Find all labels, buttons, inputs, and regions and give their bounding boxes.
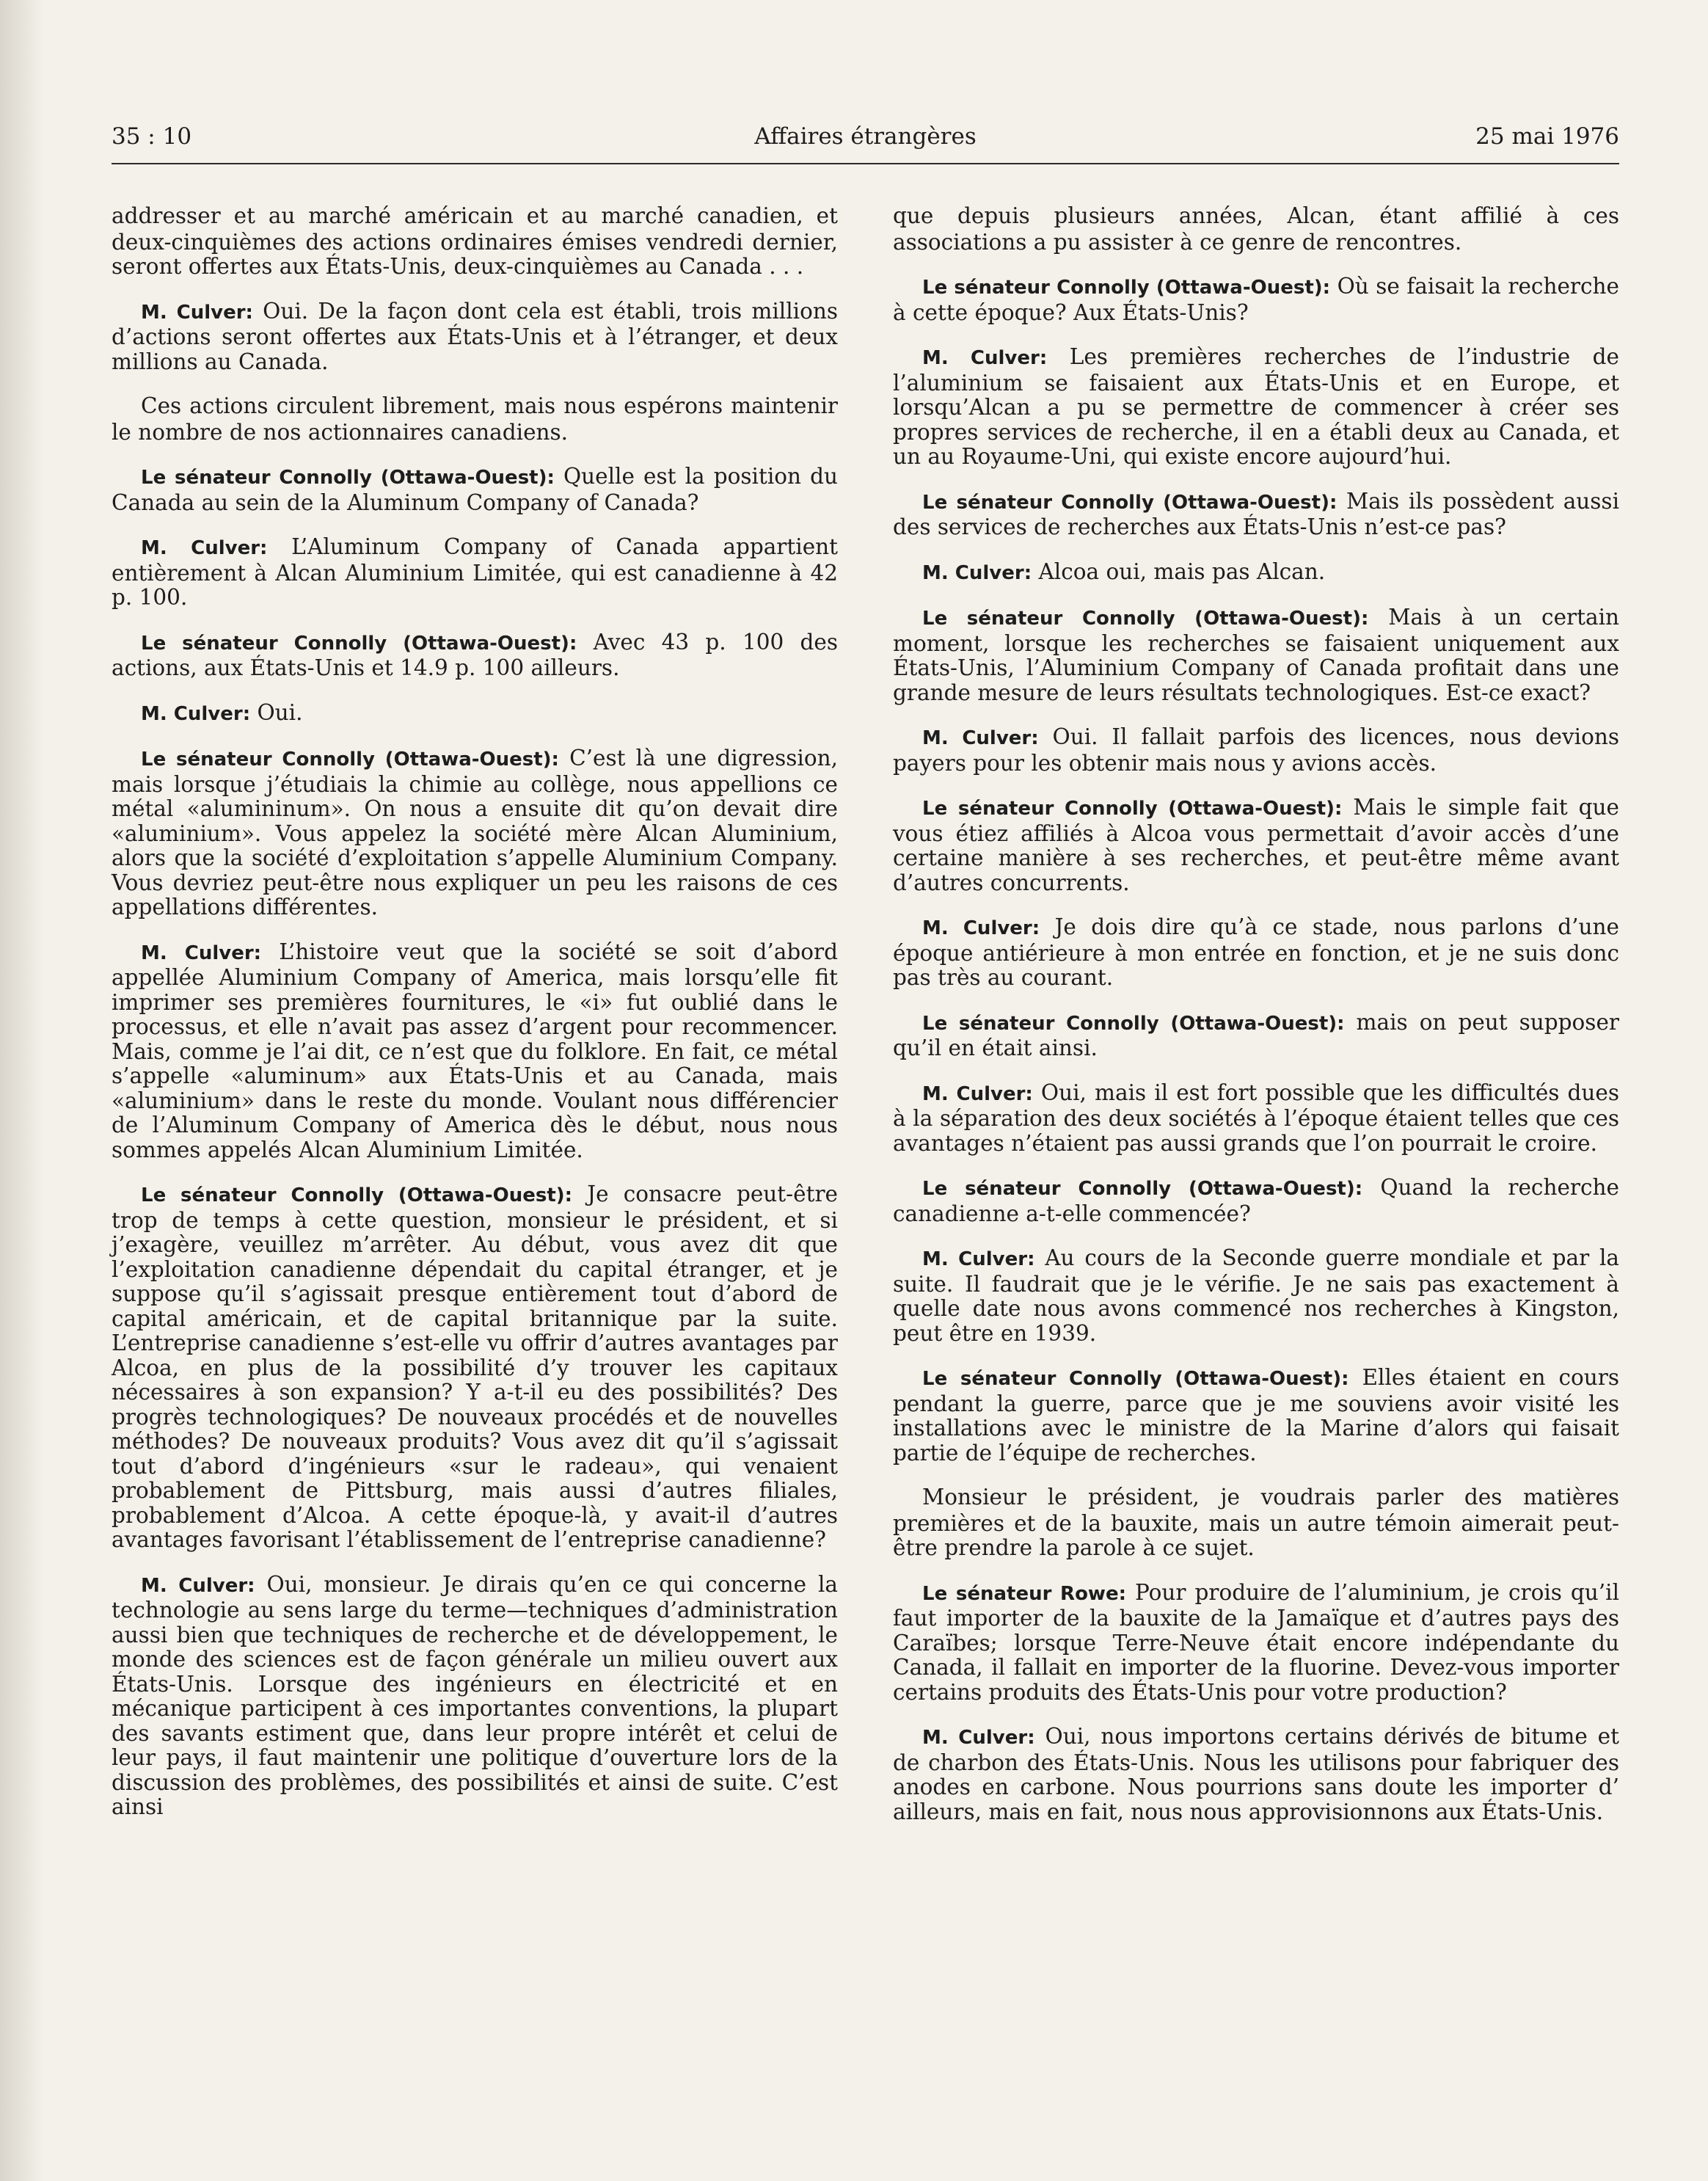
speaker-name: Le sénateur Connolly (Ottawa-Ouest): [922,277,1331,299]
paragraph: M. Culver: Oui, mais il est fort possible que les difficultés dues à la séparation des deux sociétés à l’époque étaient telles que ces avantages n’étaient pas aussi grands que l’on pourrait le croire. [893,1079,1619,1156]
speaker-name: Le sénateur Connolly (Ottawa-Ouest): [922,1368,1349,1390]
paragraph: Le sénateur Connolly (Ottawa-Ouest): Elles étaient en cours pendant la guerre, parce que je me souviens avoir visité les installations avec le ministre de la Marine d’alors qui faisait partie de l’équipe de recherches. [893,1365,1620,1465]
page-number: 35 : 10 [112,123,192,150]
running-title: Affaires étrangères [754,123,977,150]
paragraph: que depuis plusieurs années, Alcan, étant affilié à ces associations a pu assister à ce genre de rencontres. [893,203,1619,255]
speaker-name: Le sénateur Connolly (Ottawa-Ouest): [922,608,1369,630]
paragraph: M. Culver: L’Aluminum Company of Canada appartient entièrement à Alcan Aluminium Limitée, qui est canadienne à 42 p. 100. [112,534,839,610]
speaker-name: Le sénateur Connolly (Ottawa-Ouest): [922,1012,1345,1035]
paragraph: addresser et au marché américain et au marché canadien, et deux-cinquièmes des actions ordinaires émises vendredi dernier, seront offertes aux États-Unis, deux-cinquièmes au Canada . . . [112,203,838,279]
speaker-name: Le sénateur Connolly (Ottawa-Ouest): [141,467,555,489]
paragraph: M. Culver: Oui, monsieur. Je dirais qu’en ce qui concerne la technologie au sens large du terme—techniques d’administration aussi bien que techniques de recherche et de développement, le monde des sciences est de façon générale un milieu ouvert aux États-Unis. Lorsque des ingénieurs en électricité et en mécanique participent à ces importantes conventions, la plupart des savants estiment que, dans leur propre intérêt et celui de leur pays, il faut maintenir une politique d’ouverture lors de la discussion des problèmes, des possibilités et ainsi de suite. C’est ainsi [112,1571,838,1819]
left-column [112,204,838,1840]
paragraph: Le sénateur Connolly (Ottawa-Ouest): Quelle est la position du Canada au sein de la Aluminum Company of Canada? [112,464,838,515]
paragraph: Le sénateur Rowe: Pour produire de l’aluminium, je crois qu’il faut importer de la bauxite de la Jamaïque et d’autres pays des Caraïbes; lorsque Terre-Neuve était encore indépendante du Canada, il fallait en importer de la fluorine. Devez-vous importer certains produits des États-Unis pour votre production? [893,1579,1620,1705]
paragraph: M. Culver: Oui. Il fallait parfois des licences, nous devions payers pour les obtenir mais nous y avions accès. [893,724,1619,776]
paragraph: Le sénateur Connolly (Ottawa-Ouest): Où se faisait la recherche à cette époque? Aux États-Unis? [893,274,1619,325]
speaker-name: M. Culver: [922,727,1039,749]
paragraph: M. Culver: Les premières recherches de l’industrie de l’aluminium se faisaient aux États-Unis et en Europe, et lorsqu’Alcan a pu se permettre de commencer à créer ses propres services de recherche, il en a établi deux au Canada, et un au Royaume-Uni, qui existe encore aujourd’hui. [893,344,1619,469]
paragraph: Le sénateur Connolly (Ottawa-Ouest): Mais à un certain moment, lorsque les recherches se faisaient uniquement aux États-Unis, l’Aluminium Company of Canada profitait dans une grande mesure de leurs résultats technologiques. Est-ce exact? [893,605,1620,705]
paragraph: M. Culver: L’histoire veut que la société se soit d’abord appellée Aluminium Company of America, mais lorsqu’elle fit imprimer ses premières fournitures, le «i» fut oublié dans le processus, et elle n’avait pas assez d’argent pour recommencer. Mais, comme je l’ai dit, ce n’est que du folklore. En fait, ce métal s’appelle «aluminum» aux États-Unis et au Canada, mais «aluminium» dans le reste du monde. Voulant nous différencier de l’Aluminum Company of America dès le début, nous nous sommes appelés Alcan Aluminium Limitée. [112,939,838,1162]
paragraph: Le sénateur Connolly (Ottawa-Ouest): Mais le simple fait que vous étiez affiliés à Alcoa vous permettait d’avoir accès d’une certaine manière à ses recherches, et peut-être même avant d’autres concurrents. [893,795,1619,895]
paragraph: M. Culver: Je dois dire qu’à ce stade, nous parlons d’une époque antiérieure à mon entrée en fonction, et je ne suis donc pas très au courant. [893,914,1619,990]
speaker-name: M. Culver: [141,301,253,324]
paragraph: Le sénateur Connolly (Ottawa-Ouest): Mais ils possèdent aussi des services de recherches aux États-Unis n’est-ce pas? [893,488,1620,539]
paragraph: M. Culver: Oui. [141,699,303,725]
paragraph: M. Culver: Alcoa oui, mais pas Alcan. [922,558,1326,584]
paragraph: Le sénateur Connolly (Ottawa-Ouest): Avec 43 p. 100 des actions, aux États-Unis et 14.9 p. 100 ailleurs. [112,629,838,680]
paragraph: M. Culver: Oui. De la façon dont cela est établi, trois millions d’actions seront offertes aux États-Unis et à l’étranger, et deux millions au Canada. [112,298,838,374]
header-date: 25 mai 1976 [1475,123,1619,150]
speaker-name: Le sénateur Connolly (Ottawa-Ouest): [141,1184,573,1206]
speaker-name: M. Culver: [922,917,1040,939]
right-column [893,204,1619,1844]
paragraph: M. Culver: Oui, nous importons certains dérivés de bitume et de charbon des États-Unis. Nous les utilisons pour fabriquer des anodes en carbone. Nous pourrions sans doute les importer d’ ailleurs, mais en fait, nous nous approvisionnons aux États-Unis. [893,1724,1619,1824]
paragraph: M. Culver: Au cours de la Seconde guerre mondiale et par la suite. Il faudrait que je le vérifie. Je ne sais pas exactement à quelle date nous avons commencé nos recherches à Kingston, peut être en 1939. [893,1245,1620,1346]
speaker-name: M. Culver: [922,561,1032,584]
speaker-name: Le sénateur Connolly (Ottawa-Ouest): [922,491,1337,514]
speaker-name: M. Culver: [141,1574,255,1597]
speaker-name: M. Culver: [141,942,262,964]
paragraph: Le sénateur Connolly (Ottawa-Ouest): C’est là une digression, mais lorsque j’étudiais la chimie au collège, nous appellions ce métal «alumininum». On nous a ensuite dit qu’on devait dire «aluminium». Vous appelez la société mère Alcan Aluminium, alors que la société d’exploitation s’appelle Aluminium Company. Vous devriez peut-être nous expliquer un peu les raisons de ces appellations différentes. [112,746,838,920]
speaker-name: Le sénateur Connolly (Ottawa-Ouest): [922,798,1343,820]
speaker-name: M. Culver: [922,1727,1035,1749]
header-rule [112,163,1619,164]
page-header [112,123,1619,160]
page-edge-shadow [0,0,44,2181]
speaker-name: Le sénateur Rowe: [922,1582,1126,1605]
speaker-name: Le sénateur Connolly (Ottawa-Ouest): [141,632,577,655]
speaker-name: Le sénateur Connolly (Ottawa-Ouest): [922,1178,1363,1200]
paragraph: Le sénateur Connolly (Ottawa-Ouest): mais on peut supposer qu’il en était ainsi. [893,1009,1620,1060]
speaker-name: M. Culver: [922,347,1048,369]
paragraph: Le sénateur Connolly (Ottawa-Ouest): Je consacre peut-être trop de temps à cette question, monsieur le président, et si j’exagère, veuillez m’arrêter. Au début, vous avez dit que l’exploitation canadienne dépendait du capital étranger, et je suppose qu’il s’agissait presque entièrement tout d’abord de capital américain, et de capital britannique par la suite. L’entreprise canadienne s’est-elle vu offrir d’autres avantages par Alcoa, en plus de la possibilité d’y trouver les capitaux nécessaires à son expansion? Y a-t-il eu des possibilités? Des progrès technologiques? De nouveaux procédés et de nouvelles méthodes? De nouveaux produits? Vous avez dit qu’il s’agissait tout d’abord d’ingénieurs «sur le radeau», qui venaient probablement de Pittsburg, mais aussi d’autres filiales, probablement d’Alcoa. A cette époque-là, y avait-il d’autres avantages favorisant l’établissement de l’entreprise canadienne? [112,1181,839,1552]
paragraph: Ces actions circulent librement, mais nous espérons maintenir le nombre de nos actionnaires canadiens. [112,393,838,445]
speaker-name: M. Culver: [141,702,251,725]
speaker-name: M. Culver: [922,1082,1033,1105]
paragraph: Monsieur le président, je voudrais parler des matières premières et de la bauxite, mais un autre témoin aimerait peut-être prendre la parole à ce sujet. [893,1485,1619,1560]
speaker-name: M. Culver: [922,1248,1035,1270]
speaker-name: Le sénateur Connolly (Ottawa-Ouest): [141,749,559,771]
paragraph: Le sénateur Connolly (Ottawa-Ouest): Quand la recherche canadienne a-t-elle commencée? [893,1175,1619,1226]
speaker-name: M. Culver: [141,537,268,559]
